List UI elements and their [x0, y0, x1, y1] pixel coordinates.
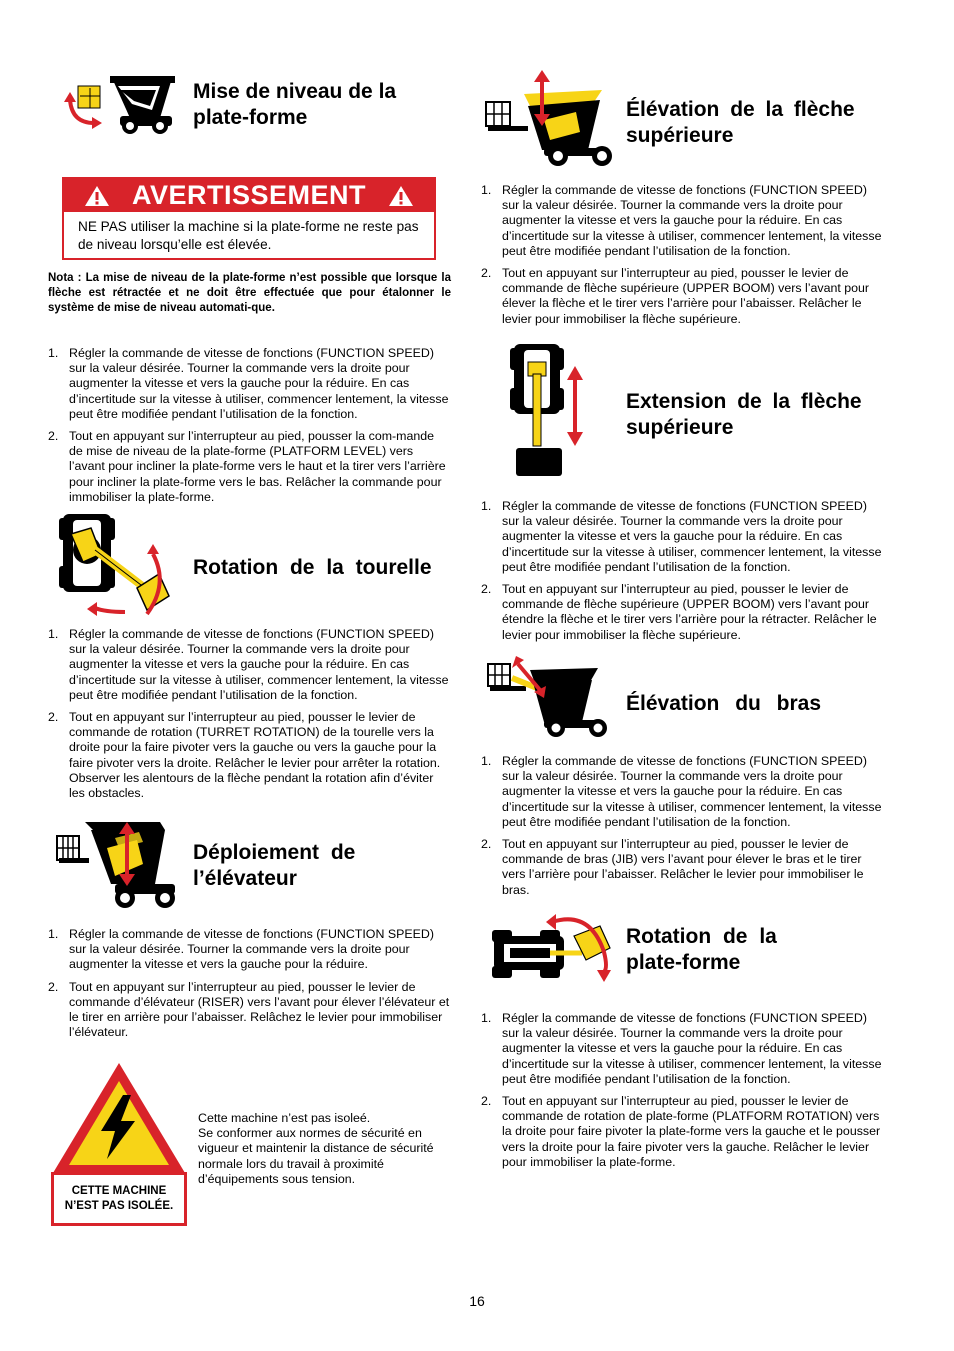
text-line: Se conformer aux normes de sécurité en vigueur et maintenir la distance de sécurité normale lors du travail à proximité d’équipements sous tension. [198, 1126, 434, 1186]
step-number: 1. [48, 627, 59, 641]
warning-triangle-icon [388, 185, 414, 207]
step-number: 2. [481, 1094, 492, 1109]
step-number: 1. [48, 927, 59, 941]
page-number: 16 [469, 1293, 485, 1309]
title-line: supérieure [626, 124, 734, 147]
list-item [481, 499, 884, 575]
riser-title [193, 840, 355, 892]
step-number: 2. [48, 429, 59, 444]
warning-text: NE PAS utiliser la machine si la plate-forme ne reste pas de niveau lorsqu’elle est élevée. [78, 219, 419, 252]
list-item [481, 754, 884, 830]
electrical-hazard-icon [51, 1061, 187, 1175]
list-item [481, 1011, 884, 1087]
title-line: Élévation de la flèche [626, 98, 855, 121]
upper-boom-lift-title [626, 97, 855, 149]
not-insulated-label [51, 1172, 187, 1226]
label-line: N’EST PAS ISOLÉE. [64, 1200, 174, 1212]
upper-boom-lift-icon [484, 70, 614, 168]
step-text: Tout en appuyant sur l’interrupteur au pied, pousser le levier de commande de rotation (TURRET ROTATION) de la tourelle vers la droite pour la faire pivoter vers la gauche ou vers la gauche pour la faire pivoter vers la droite. Relâcher le levier pour arrêter la rotation. Observer les alentours de la flèche pendant la rotation afin d’éviter les obstacles. [69, 710, 441, 801]
step-number: 1. [481, 183, 492, 197]
step-number: 2. [48, 710, 59, 725]
step-number: 1. [481, 754, 492, 768]
upper-boom-lift-steps [481, 183, 884, 334]
warning-triangle-icon [84, 185, 110, 207]
step-text: Régler la commande de vitesse de fonctions (FUNCTION SPEED) sur la valeur désirée. Tourner la commande vers la droite pour augmenter la vitesse et vers la gauche pour la réduire. En cas d’incertitude sur la vitesse à utiliser, commencer lentement, la vitesse peut être modifiée pendant l’utilisation de la fonction. [502, 499, 882, 574]
list-item [48, 346, 451, 422]
step-text: Tout en appuyant sur l’interrupteur au pied, pousser le levier de commande de bras (JIB) vers l’avant pour élever le bras et le tirer vers l’arrière pour l’abaisser. Relâcher le levier pour immobiliser le bras. [502, 837, 864, 897]
step-text: Régler la commande de vitesse de fonctions (FUNCTION SPEED) sur la valeur désirée. Tourner la commande vers la droite pour augmenter la vitesse et vers la gauche pour la réduire. En cas d’incertitude sur la vitesse à utiliser, commencer lentement, la vitesse peut être modifiée pendant l’utilisation de la fonction. [502, 1011, 882, 1086]
platform-rotation-icon [490, 910, 615, 985]
upper-boom-extend-icon [508, 340, 588, 480]
electrical-warning-text [198, 1111, 448, 1187]
step-text: Régler la commande de vitesse de fonctions (FUNCTION SPEED) sur la valeur désirée. Tourner la commande vers la droite pour augmenter la vitesse et vers la gauche pour la réduire. En cas d’incertitude sur la vitesse à utiliser, commencer lentement, la vitesse peut être modifiée pendant l’utilisation de la fonction. [69, 627, 449, 702]
turret-title: Rotation de la tourelle [193, 556, 432, 579]
turret-rotation-icon [55, 510, 175, 625]
warning-header [64, 179, 434, 212]
title-line: plate-forme [626, 951, 741, 974]
step-number: 1. [48, 346, 59, 360]
riser-steps [48, 927, 451, 1047]
step-number: 2. [481, 837, 492, 852]
label-line: CETTE MACHINE [71, 1185, 167, 1197]
platform-level-title [193, 79, 396, 131]
riser-icon [55, 818, 185, 913]
warning-title: AVERTISSEMENT [131, 180, 367, 210]
platform-rotation-title [626, 924, 777, 976]
title-line: Rotation de la [626, 925, 777, 948]
list-item [481, 266, 884, 327]
warning-box [62, 177, 436, 260]
upper-boom-extend-steps [481, 499, 884, 650]
jib-title: Élévation du bras [626, 692, 822, 715]
step-text: Tout en appuyant sur l’interrupteur au pied, pousser la com-mande de mise de niveau de la plate-forme (PLATFORM LEVEL) vers l’avant pour incliner la plate-forme vers le haut et la tirer vers l’arrière pour incliner la plate-forme vers le bas. Relâcher la commande pour immobiliser la plate-forme. [69, 429, 446, 504]
step-text: Régler la commande de vitesse de fonctions (FUNCTION SPEED) sur la valeur désirée. Tourner la commande vers la droite pour augmenter la vitesse et vers la gauche pour la réduire. En cas d’incertitude sur la vitesse à utiliser, commencer lentement, la vitesse peut être modifiée pendant l’utilisation de la fonction. [502, 754, 882, 829]
platform-level-steps [48, 346, 451, 512]
turret-steps [48, 627, 451, 808]
list-item [481, 183, 884, 259]
list-item [481, 582, 884, 643]
list-item [481, 1094, 884, 1170]
step-text: Régler la commande de vitesse de fonctions (FUNCTION SPEED) sur la valeur désirée. Tourner la commande vers la droite pour augmenter la vitesse et vers la gauche pour la réduire. [69, 927, 434, 972]
step-number: 2. [481, 582, 492, 597]
text-line: Cette machine n’est pas isoleé. [198, 1111, 371, 1125]
title-line: supérieure [626, 416, 734, 439]
jib-steps [481, 754, 884, 905]
platform-rotation-steps [481, 1011, 884, 1177]
step-text: Régler la commande de vitesse de fonctions (FUNCTION SPEED) sur la valeur désirée. Tourner la commande vers la droite pour augmenter la vitesse et vers la gauche pour la réduire. En cas d’incertitude sur la vitesse à utiliser, commencer lentement, la vitesse peut être modifiée pendant l’utilisation de la fonction. [502, 183, 882, 258]
step-number: 1. [481, 499, 492, 513]
title-line: Déploiement de [193, 841, 356, 864]
title-line: plate-forme [193, 106, 308, 129]
step-number: 1. [481, 1011, 492, 1025]
upper-boom-extend-title [626, 389, 862, 441]
step-text: Tout en appuyant sur l’interrupteur au pied, pousser le levier de commande de flèche supérieure (UPPER BOOM) vers l’avant pour élever la flèche et le tirer vers l’arrière pour l’abaisser. Relâcher le levier pour immobiliser la flèche supérieure. [502, 266, 870, 326]
title-line: Extension de la flèche [626, 390, 862, 413]
list-item [48, 429, 451, 505]
list-item [48, 980, 451, 1041]
platform-level-icon [60, 68, 185, 138]
step-text: Tout en appuyant sur l’interrupteur au pied, pousser le levier de commande d’élévateur (RISER) vers l’avant pour élever l’élévateur et le tirer en arrière pour l’abaisser. Relâchez le levier pour immobiliser l’élévateur. [69, 979, 450, 1040]
list-item [48, 627, 451, 703]
step-text: Tout en appuyant sur l’interrupteur au pied, pousser le levier de commande de flèche supérieure (UPPER BOOM) vers l’avant pour étendre la flèche et le tirer vers l’arrière pour la rétracter. Relâcher le levier pour immobiliser la flèche supérieure. [502, 582, 877, 642]
step-number: 2. [481, 266, 492, 281]
title-line: l’élévateur [193, 867, 297, 890]
list-item [48, 927, 451, 973]
note-text: Nota : La mise de niveau de la plate-forme n’est possible que lorsque la flèche est rétractée et ne doit être effectuée que pour étalonner le système de mise de niveau automati-que. [48, 272, 451, 315]
step-text: Régler la commande de vitesse de fonctions (FUNCTION SPEED) sur la valeur désirée. Tourner la commande vers la droite pour augmenter la vitesse et vers la gauche pour la réduire. En cas d’incertitude sur la vitesse à utiliser, commencer lentement, la vitesse peut être modifiée pendant l’utilisation de la fonction. [69, 346, 449, 421]
step-text: Tout en appuyant sur l’interrupteur au pied, pousser le levier de commande de rotation de plate-forme (PLATFORM ROTATION) vers la droite pour faire pivoter la plate-forme vers la gauche et le pousser vers la droite pour la faire pivoter vers la gauche. Relâcher le levier pour immobiliser la plate-forme. [502, 1094, 881, 1169]
title-line: Mise de niveau de la [193, 80, 397, 103]
list-item [48, 710, 451, 801]
jib-lift-icon [486, 656, 611, 738]
step-number: 2. [48, 979, 59, 994]
list-item [481, 837, 884, 898]
